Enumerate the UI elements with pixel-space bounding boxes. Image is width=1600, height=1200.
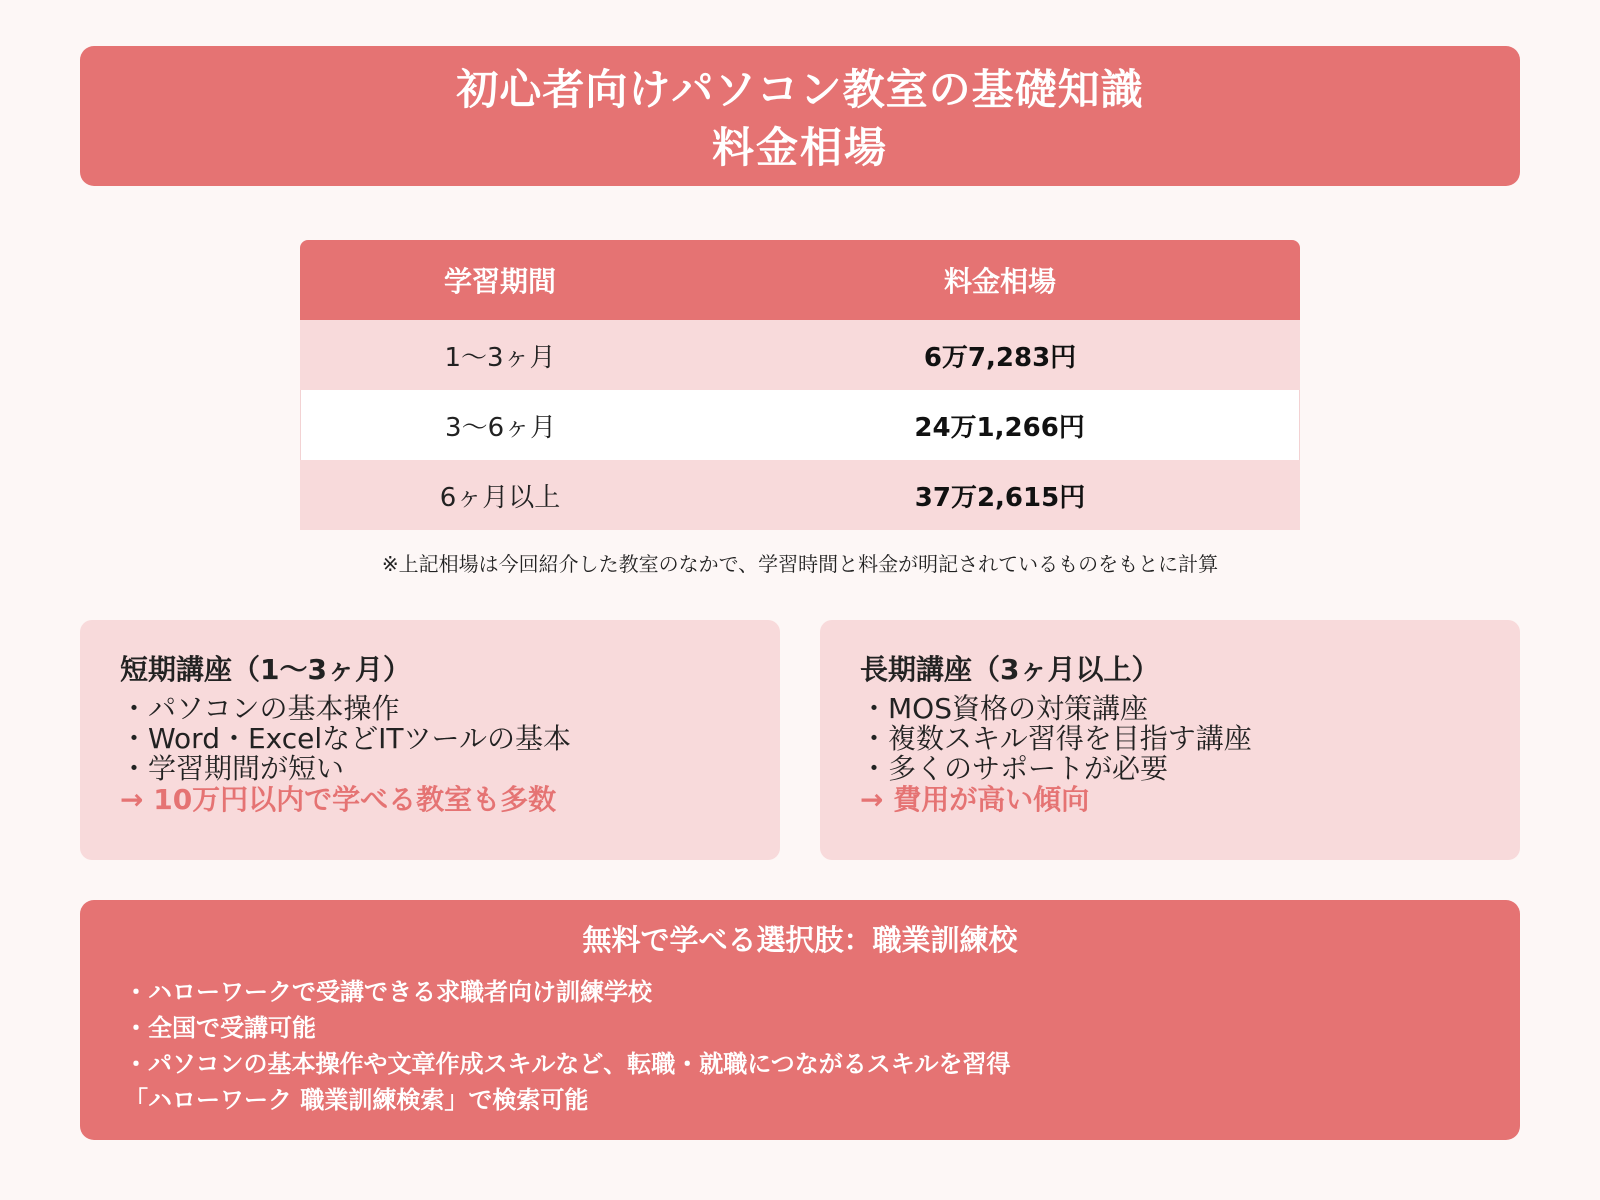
table-header	[300, 240, 1300, 320]
free-option-list	[124, 974, 1011, 1118]
price-table	[300, 240, 1300, 530]
table-footnote: ※上記相場は今回紹介した教室のなかで、学習時間と料金が明記されているものをもとに計算	[381, 552, 1219, 576]
list-item: ・MOS資格の対策講座	[860, 692, 1148, 725]
long-course-conclusion: → 費用が高い傾向	[860, 783, 1090, 816]
table-row	[300, 320, 1300, 390]
free-option-title: 無料で学べる選択肢：職業訓練校	[582, 923, 1018, 957]
table-row	[300, 390, 1300, 460]
free-option-banner	[80, 900, 1520, 1140]
short-course-title: 短期講座（1〜3ヶ月）	[120, 653, 411, 686]
page-title: 初心者向けパソコン教室の基礎知識	[456, 65, 1144, 114]
long-course-title: 長期講座（3ヶ月以上）	[860, 653, 1160, 686]
list-item: ・パソコンの基本操作	[120, 692, 400, 725]
period-cell: 6ヶ月以上	[439, 482, 561, 513]
period-cell: 1〜3ヶ月	[444, 342, 556, 373]
list-item: ・複数スキル習得を目指す講座	[860, 722, 1252, 755]
list-item: ・全国で受講可能	[124, 1014, 316, 1042]
list-item: ・パソコンの基本操作や文章作成スキルなど、転職・就職につながるスキルを習得	[124, 1050, 1011, 1078]
short-course-conclusion: → 10万円以内で学べる教室も多数	[120, 783, 557, 816]
header-banner	[80, 46, 1520, 186]
column-header-price: 料金相場	[943, 265, 1056, 298]
price-cell: 6万7,283円	[923, 342, 1077, 373]
list-item: ・多くのサポートが必要	[860, 752, 1169, 785]
long-course-card	[820, 620, 1520, 860]
short-course-card	[80, 620, 780, 860]
list-item: 「ハローワーク 職業訓練検索」で検索可能	[124, 1086, 589, 1114]
price-cell: 24万1,266円	[914, 412, 1085, 443]
period-cell: 3〜6ヶ月	[445, 412, 557, 443]
list-item: ・ハローワークで受講できる求職者向け訓練学校	[124, 978, 652, 1006]
list-item: ・Word・ExcelなどITツールの基本	[120, 722, 571, 755]
page-subtitle: 料金相場	[711, 123, 888, 172]
column-header-period: 学習期間	[443, 265, 556, 298]
table-row	[300, 460, 1300, 530]
price-cell: 37万2,615円	[914, 482, 1086, 513]
list-item: ・学習期間が短い	[120, 752, 345, 785]
